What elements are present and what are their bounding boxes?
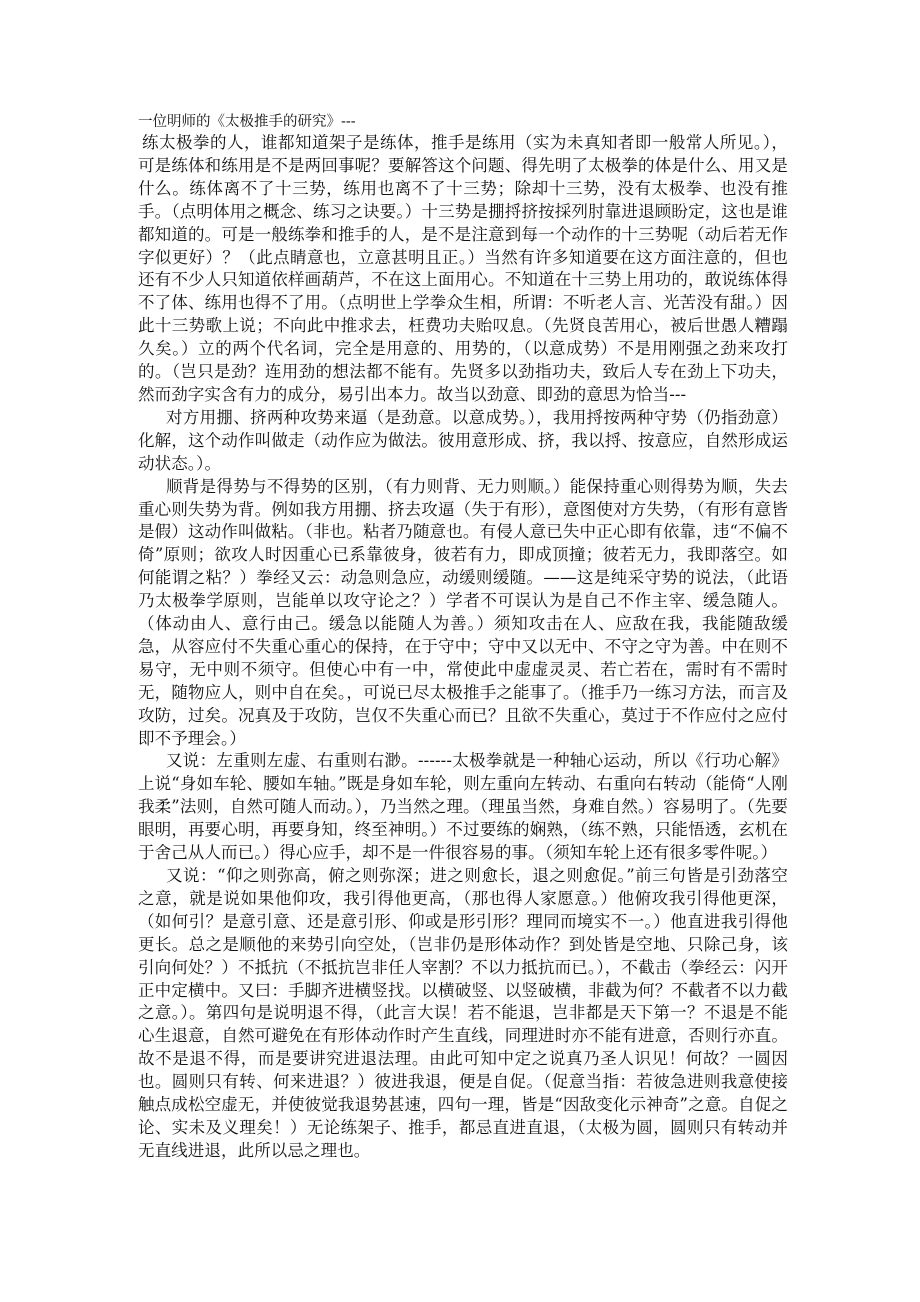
paragraph-3: 顺背是得势与不得势的区别，（有力则背、无力则顺。）能保持重心则得势为顺，失去重心则失势为背。例如我方用掤、挤去攻逼（失于有形），意图使对方失势，（有形有意皆是假）这动作叫做粘。（非也。粘者乃随意也。有侵人意已失中正心即有依靠，违“不偏不倚”原则；欲攻人时因重心已系靠彼身，彼若有力，即成顶撞；彼若无力，我即落空。如何能谓之粘？）拳经又云：动急则急应，动缓则缓随。——这是纯采守势的说法，（此语乃太极拳学原则，岂能单以攻守论之？）学者不可误认为是自己不作主宰、缓急随人。（体动由人、意行由己。缓急以能随人为善。）须知攻击在人、应敌在我，我能随敌缓急，从容应付不失重心重心的保持，在于守中；守中又以无中、不守之守为善。中在则不易守，无中则不须守。但使心中有一中，常使此中虚虚灵灵、若亡若在，需时有不需时无，随物应人，则中自在矣。，可说已尽太极推手之能事了。（推手乃一练习方法，而言及攻防，过矣。况真及于攻防，岂仅不失重心而已？且欲不失重心，莫过于不作应付之应付即不予理会。）: [138, 476, 788, 748]
paragraph-1: 练太极拳的人，谁都知道架子是练体，推手是练用（实为未真知者即一般常人所见。），可是练体和练用是不是两回事呢？要解答这个问题、得先明了太极拳的体是什么、用又是什么。练体离不了十三势，练用也离不了十三势；除却十三势，没有太极拳、也没有推手。（点明体用之概念、练习之诀要。）十三势是掤捋挤按採列肘靠进退顾盼定，这也是谁都知道的。可是一般练拳和推手的人，是不是注意到每一个动作的十三势呢（动后若无作字似更好）？（此点睛意也，立意甚明且正。）当然有许多知道要在这方面注意的，但也还有不少人只知道依样画葫芦，不在这上面用心。不知道在十三势上用功的，敢说练体得不了体、练用也得不了用。（点明世上学拳众生相，所谓：不听老人言、光苦没有甜。）因此十三势歌上说；不向此中推求去，枉费功夫贻叹息。（先贤良苦用心，被后世愚人糟蹋久矣。）立的两个代名词，完全是用意的、用势的，（以意成势）不是用刚强之劲来攻打的。（岂只是劲？连用劲的想法都不能有。先贤多以劲指功夫，致后人专在劲上下功夫，然而劲字实含有力的成分，易引出本力。故当以劲意、即劲的意思为恰当---: [138, 133, 788, 404]
document-title: 一位明师的《太极推手的研究》---: [138, 114, 356, 130]
paragraph-5: 又说：“仰之则弥高，俯之则弥深；进之则愈长，退之则愈促。”前三句皆是引劲落空之意，就是说如果他仰攻，我引得他更高，（那也得人家愿意。）他俯攻我引得他更深，（如何引？是意引意、还是意引形、仰或是形引形？理同而境实不一。）他直进我引得他更长。总之是顺他的来势引向空处，（岂非仍是形体动作？到处皆是空地、只除己身，该引向何处？）不抵抗（不抵抗岂非任人宰割？不以力抵抗而已。），不截击（拳经云：闪开正中定横中。又曰：手脚齐进横竖找。以横破竖、以竖破横，非截为何？不截者不以力截之意。）。第四句是说明退不得，（此言大误！若不能退，岂非都是天下第一？不退是不能心生退意，自然可避免在有形体动作时产生直线，同理进时亦不能有进意，否则行亦直。故不是退不得，而是要讲究进退法理。由此可知中定之说真乃圣人识见！何故？一圆因也。圆则只有转、何来进退？）彼进我退，便是自促。（促意当指：若彼急进则我意使接触点成松空虚无，并使彼觉我退势甚速，四句一理，皆是“因敌变化示神奇”之意。自促之论、实未及义理矣！）无论练架子、推手，都忌直进直退，（太极为圆，圆则只有转动并无直线进退，此所以忌之理也。: [138, 866, 788, 1160]
paragraph-2: 对方用掤、挤两种攻势来逼（是劲意。以意成势。），我用捋按两种守势（仍指劲意）化解，这个动作叫做走（动作应为做法。彼用意形成、挤，我以捋、按意应，自然形成运动状态。）。: [138, 407, 788, 473]
paragraph-4: 又说：左重则左虚、右重则右渺。------太极拳就是一种轴心运动，所以《行功心解》上说“身如车轮、腰如车轴。”既是身如车轮，则左重向左转动、右重向右转动（能倚“人刚我柔”法则，自然可随人而动。），乃当然之理。（理虽当然，身难自然。）容易明了。（先要眼明，再要心明，再要身知，终至神明。）不过要练的娴熟，（练不熟，只能悟透，玄机在于舍己从人而已。）得心应手，却不是一件很容易的事。（须知车轮上还有很多零件呢。）: [138, 751, 788, 863]
document-page: [138, 112, 788, 1163]
